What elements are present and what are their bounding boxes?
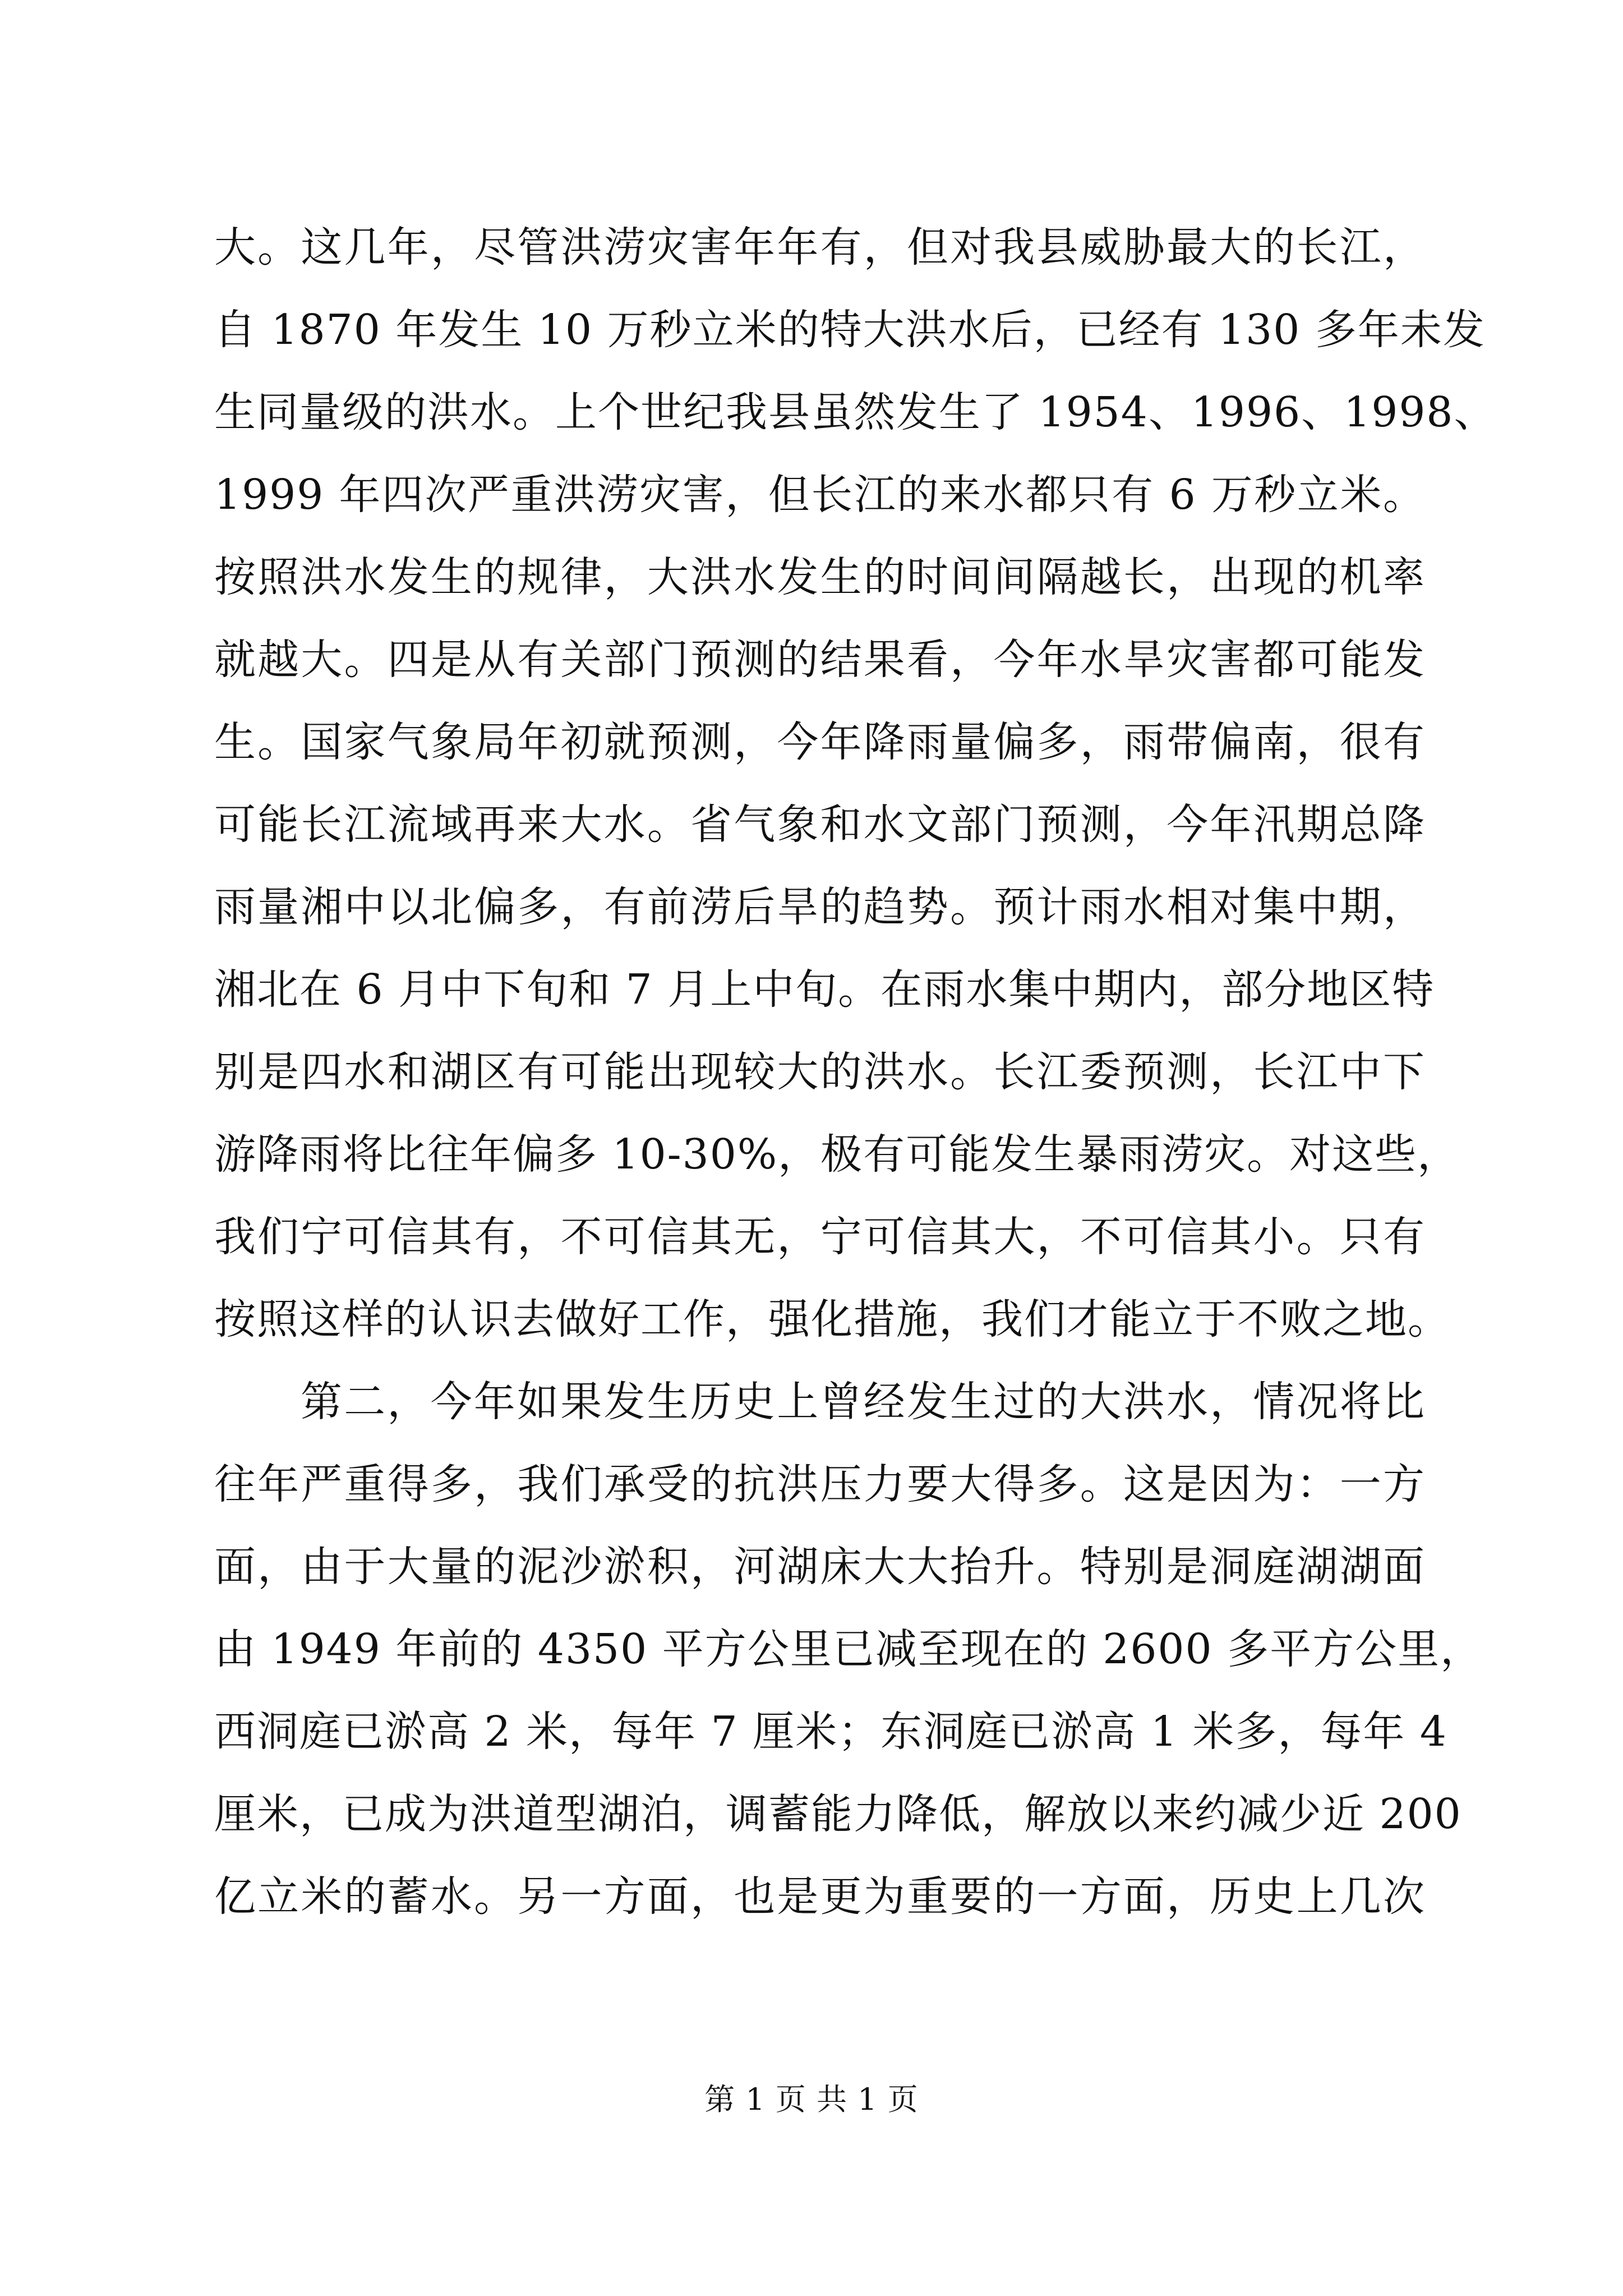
text-line: 西洞庭已淤高 2 米，每年 7 厘米；东洞庭已淤高 1 米多，每年 4 bbox=[214, 1708, 1447, 1756]
text-line: 面，由于大量的泥沙淤积，河湖床大大抬升。特别是洞庭湖湖面 bbox=[214, 1543, 1426, 1591]
text-line: 生。国家气象局年初就预测，今年降雨量偏多，雨带偏南，很有 bbox=[214, 718, 1426, 766]
text-line: 可能长江流域再来大水。省气象和水文部门预测，今年汛期总降 bbox=[214, 800, 1426, 849]
page-footer: 第 1 页 共 1 页 bbox=[704, 2082, 919, 2117]
text-line: 厘米，已成为洪道型湖泊，调蓄能力降低，解放以来约减少近 200 bbox=[214, 1790, 1462, 1838]
text-line: 就越大。四是从有关部门预测的结果看，今年水旱灾害都可能发 bbox=[214, 636, 1426, 684]
text-line: 由 1949 年前的 4350 平方公里已减至现在的 2600 多平方公里， bbox=[214, 1625, 1483, 1673]
text-line: 大。这几年，尽管洪涝灾害年年有，但对我县威胁最大的长江， bbox=[214, 223, 1426, 272]
text-line: 湘北在 6 月中下旬和 7 月上中旬。在雨水集中期内，部分地区特 bbox=[214, 965, 1435, 1014]
text-line: 别是四水和湖区有可能出现较大的洪水。长江委预测，长江中下 bbox=[214, 1048, 1426, 1096]
text-line: 自 1870 年发生 10 万秒立米的特大洪水后，已经有 130 多年未发 bbox=[214, 306, 1486, 354]
text-line: 按照洪水发生的规律，大洪水发生的时间间隔越长，出现的机率 bbox=[214, 553, 1426, 601]
text-line: 游降雨将比往年偏多 10-30%，极有可能发生暴雨涝灾。对这些， bbox=[214, 1130, 1460, 1179]
text-line: 我们宁可信其有，不可信其无，宁可信其大，不可信其小。只有 bbox=[214, 1213, 1426, 1261]
text-line: 生同量级的洪水。上个世纪我县虽然发生了 1954、1996、1998、 bbox=[214, 388, 1497, 436]
paragraph-first-line: 第二，今年如果发生历史上曾经发生过的大洪水，情况将比 bbox=[301, 1378, 1426, 1426]
text-line: 按照这样的认识去做好工作，强化措施，我们才能立于不败之地。 bbox=[214, 1295, 1450, 1343]
body-text bbox=[214, 206, 1497, 1938]
text-line: 1999 年四次严重洪涝灾害，但长江的来水都只有 6 万秒立米。 bbox=[214, 471, 1426, 519]
text-line: 亿立米的蓄水。另一方面，也是更为重要的一方面，历史上几次 bbox=[214, 1872, 1426, 1921]
text-line: 雨量湘中以北偏多，有前涝后旱的趋势。预计雨水相对集中期， bbox=[214, 883, 1426, 931]
text-line: 往年严重得多，我们承受的抗洪压力要大得多。这是因为：一方 bbox=[214, 1460, 1426, 1508]
